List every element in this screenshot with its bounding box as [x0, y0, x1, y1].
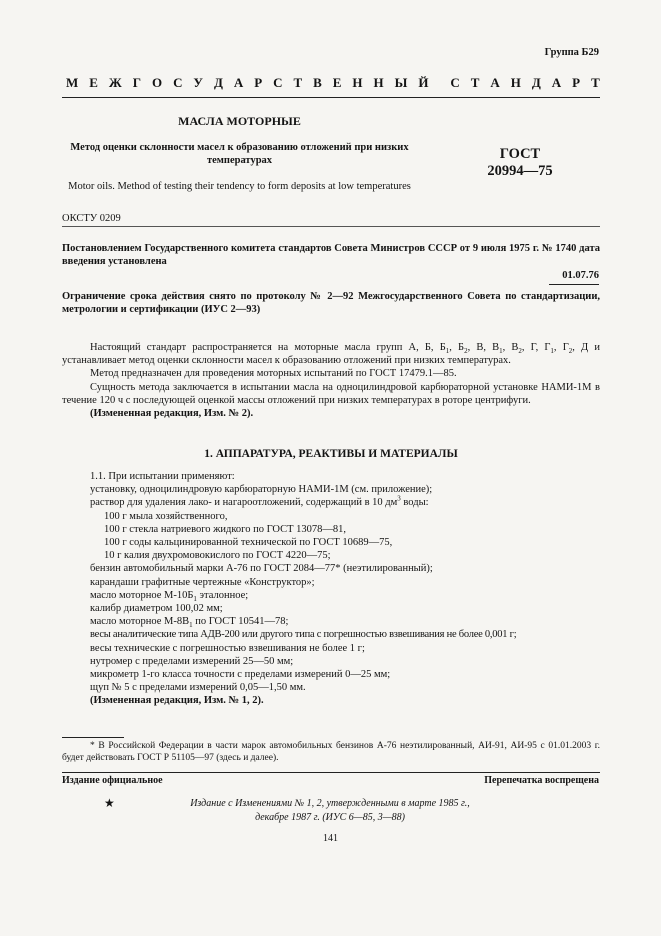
section-1-heading: 1. АППАРАТУРА, РЕАКТИВЫ И МАТЕРИАЛЫ — [204, 448, 458, 460]
list-item: весы технические с погрешностью взвешивания не более 1 г; — [90, 642, 365, 654]
list-item: 10 г калия двухромовокислого по ГОСТ 4220—75; — [104, 550, 331, 562]
interstate-letter: М — [66, 75, 79, 90]
interstate-letter: О — [151, 75, 163, 90]
interstate-letter: Т — [470, 75, 480, 90]
intro-paragraph-2: Метод предназначен для проведения моторных испытаний по ГОСТ 17479.1—85. — [90, 368, 457, 380]
interstate-letter: Е — [89, 75, 98, 90]
interstate-letter: Д — [531, 75, 541, 90]
edition-note-line-2: декабре 1987 г. (ИУС 6—85, 3—88) — [255, 812, 405, 823]
star-icon: ★ — [104, 796, 115, 810]
interstate-standard-heading — [66, 75, 600, 91]
interstate-letter: С — [173, 75, 183, 90]
interstate-letter: Ы — [394, 75, 408, 90]
list-item: масло моторное $М-10Б_1$ эталонное; — [90, 589, 249, 603]
interstate-letter: Д — [213, 75, 223, 90]
list-item: установку, одноцилиндровую карбюраторную НАМИ-1М (см. приложение); — [90, 484, 433, 496]
interstate-letter: Н — [352, 75, 363, 90]
intro-block — [62, 341, 600, 420]
decree-text: Постановлением Государственного комитета стандартов Совета Министров СССР от 9 июля 1975 г. № 1740 дата введения установлена — [62, 243, 600, 267]
group-code: Группа Б29 — [544, 47, 599, 58]
interstate-letter: Е — [332, 75, 342, 90]
interstate-letter: У — [193, 75, 203, 90]
section-1-list — [62, 470, 600, 708]
header-rule — [62, 97, 600, 98]
list-item: карандаши графитные чертежные «Конструктор»; — [90, 576, 315, 588]
intro-amendment: (Измененная редакция, Изм. № 2). — [90, 408, 254, 420]
method-title: Метод оценки склонности масел к образованию отложений при низких температурах — [70, 142, 409, 166]
limitation-text: Ограничение срока действия снято по протоколу № 2—92 Межгосударственного Совета по стандартизации, метрологии и сертификации (ИУС 2—93) — [62, 291, 600, 315]
official-edition-label: Издание официальное — [62, 775, 163, 786]
edition-note-line-1: Издание с Изменениями № 1, 2, утвержденными в марте 1985 г., — [190, 798, 470, 809]
list-item: 100 г мыла хозяйственного, — [104, 510, 228, 522]
list-item: 100 г соды кальцинированной технической по ГОСТ 10689—75, — [104, 537, 393, 549]
interstate-letter: А — [551, 75, 562, 90]
document-title: МАСЛА МОТОРНЫЕ — [178, 114, 301, 128]
gost-label: ГОСТ — [499, 146, 541, 162]
gost-number: 20994—75 — [487, 163, 553, 179]
list-item: раствор для удаления лако- и нагароотложений, содержащий в 10 $дм^3$ воды: — [90, 494, 429, 509]
date-underline — [549, 284, 599, 285]
list-item: микрометр 1-го класса точности с пределами измерений 0—25 мм; — [90, 669, 391, 681]
interstate-letter: А — [233, 75, 244, 90]
interstate-letter: С — [450, 75, 460, 90]
english-title: Motor oils. Method of testing their tendency to form deposits at low temperatures — [68, 181, 411, 192]
interstate-letter: Г — [132, 75, 141, 90]
interstate-letter: Т — [293, 75, 303, 90]
title-rule — [62, 226, 600, 227]
intro-paragraph-3: Сущность метода заключается в испытании масла на одноцилиндровой карбюраторной установке НАМИ-1М в течение 120 ч с последующей оценкой массы отложений при низких температурах в роторе центрифуги. — [62, 381, 600, 406]
interstate-letter: Т — [591, 75, 600, 90]
list-item: щуп № 5 с пределами измерений 0,05—1,50 мм. — [90, 682, 306, 694]
interstate-letter: В — [313, 75, 322, 90]
intro-paragraph-1: Настоящий стандарт распространяется на моторные масла групп А, Б, $Б_1$, $Б_2$, В, $В_1$, $В_2$, Г, $Г_1$, $Г_2$, Д и устанавливает метод оценки склонности масел к образованию отложений при низких температурах. — [62, 342, 600, 367]
list-item: нутромер с пределами измерений 25—50 мм; — [90, 655, 294, 667]
footnote-rule — [62, 737, 124, 738]
interstate-letter: С — [273, 75, 283, 90]
interstate-letter: Н — [510, 75, 521, 90]
interstate-letter: Р — [254, 75, 263, 90]
gost-designation — [470, 146, 570, 180]
footnote: * В Российской Федерации в части марок автомобильных бензинов А-76 неэтилированный, АИ-91, АИ-95 с 01.01.2003 г. будет действовать ГОСТ Р 51105—97 (здесь и далее). — [62, 741, 600, 763]
interstate-letter: А — [490, 75, 500, 90]
edition-note — [130, 797, 530, 825]
oksty-code: ОКСТУ 0209 — [62, 213, 121, 224]
interstate-letter: Н — [373, 75, 384, 90]
list-item: бензин автомобильный марки А-76 по ГОСТ 2084—77* (неэтилированный); — [90, 563, 433, 575]
page-number: 141 — [323, 833, 338, 844]
footer-rule — [62, 772, 600, 773]
section-1-amendment: (Измененная редакция, Изм. № 1, 2). — [90, 695, 264, 707]
interstate-letter: Р — [572, 75, 581, 90]
list-item: 1.1. При испытании применяют: — [90, 471, 235, 482]
list-item: весы аналитические типа АДВ-200 или другого типа с погрешностью взвешивания не более 0,001 г; — [90, 629, 517, 641]
interstate-letter: Й — [418, 75, 429, 90]
interstate-letter: Ж — [108, 75, 122, 90]
reprint-prohibited-label: Перепечатка воспрещена — [484, 775, 599, 786]
list-item: 100 г стекла натриевого жидкого по ГОСТ 13078—81, — [104, 523, 347, 535]
list-item: калибр диаметром 100,02 мм; — [90, 603, 223, 615]
list-item: масло моторное $М-8В_1$ по ГОСТ 10541—78; — [90, 616, 289, 630]
effective-date: 01.07.76 — [562, 270, 599, 281]
